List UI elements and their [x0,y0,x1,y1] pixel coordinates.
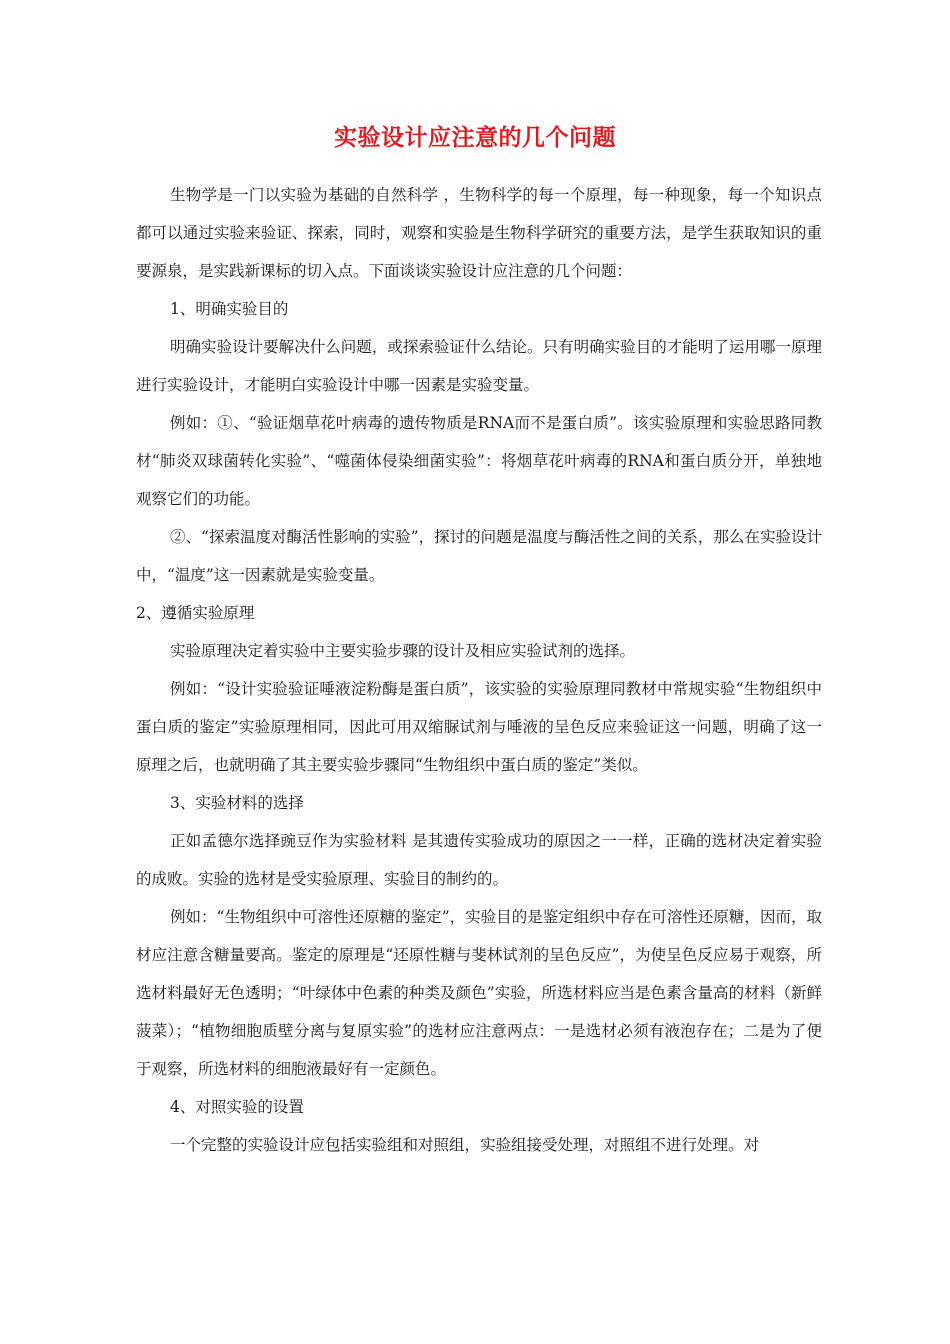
paragraph: 实验原理决定着实验中主要实验步骤的设计及相应实验试剂的选择。 [170,642,636,660]
section-heading-4: 4、对照实验的设置 [170,1098,304,1116]
section-heading-3: 3、实验材料的选择 [170,794,304,812]
document-title: 实验设计应注意的几个问题 [334,125,616,151]
paragraph: ②、“探索温度对酶活性影响的实验”，探讨的问题是温度与酶活性之间的关系，那么在实验设计中，“温度”这一因素就是实验变量。 [136,528,822,584]
document-body [136,176,822,1164]
intro-paragraph: 生物学是一门以实验为基础的自然科学 ，生物科学的每一个原理，每一种现象，每一个知识点都可以通过实验来验证、探索，同时，观察和实验是生物科学研究的重要方法，是学生获取知识的重要源泉，是实践新课标的切入点。下面谈谈实验设计应注意的几个问题： [136,186,822,280]
paragraph: 例如：“生物组织中可溶性还原糖的鉴定”，实验目的是鉴定组织中存在可溶性还原糖，因而，取材应注意含糖量要高。鉴定的原理是“还原性糖与斐林试剂的呈色反应”，为使呈色反应易于观察，所选材料最好无色透明；“叶绿体中色素的种类及颜色”实验，所选材料应当是色素含量高的材料（新鲜菠菜）；“植物细胞质壁分离与复原实验”的选材应注意两点：一是选材必须有液泡存在；二是为了便于观察，所选材料的细胞液最好有一定颜色。 [136,908,822,1078]
section-heading-2: 2、遵循实验原理 [136,604,255,622]
paragraph: 正如孟德尔选择豌豆作为实验材料 是其遗传实验成功的原因之一一样，正确的选材决定着实验的成败。实验的选材是受实验原理、实验目的制约的。 [136,832,822,888]
paragraph: 例如：①、“验证烟草花叶病毒的遗传物质是RNA而不是蛋白质”。该实验原理和实验思路同教材“肺炎双球菌转化实验”、“噬菌体侵染细菌实验”：将烟草花叶病毒的RNA和蛋白质分开，单独地观察它们的功能。 [136,414,822,508]
section-heading-1: 1、明确实验目的 [170,300,289,318]
paragraph: 明确实验设计要解决什么问题，或探索验证什么结论。只有明确实验目的才能明了运用哪一原理进行实验设计，才能明白实验设计中哪一因素是实验变量。 [136,338,822,394]
paragraph: 一个完整的实验设计应包括实验组和对照组，实验组接受处理，对照组不进行处理。对 [170,1136,760,1154]
paragraph: 例如：“设计实验验证唾液淀粉酶是蛋白质”，该实验的实验原理同教材中常规实验“生物组织中蛋白质的鉴定”实验原理相同，因此可用双缩脲试剂与唾液的呈色反应来验证这一问题，明确了这一原理之后，也就明确了其主要实验步骤同“生物组织中蛋白质的鉴定”类似。 [136,680,822,774]
